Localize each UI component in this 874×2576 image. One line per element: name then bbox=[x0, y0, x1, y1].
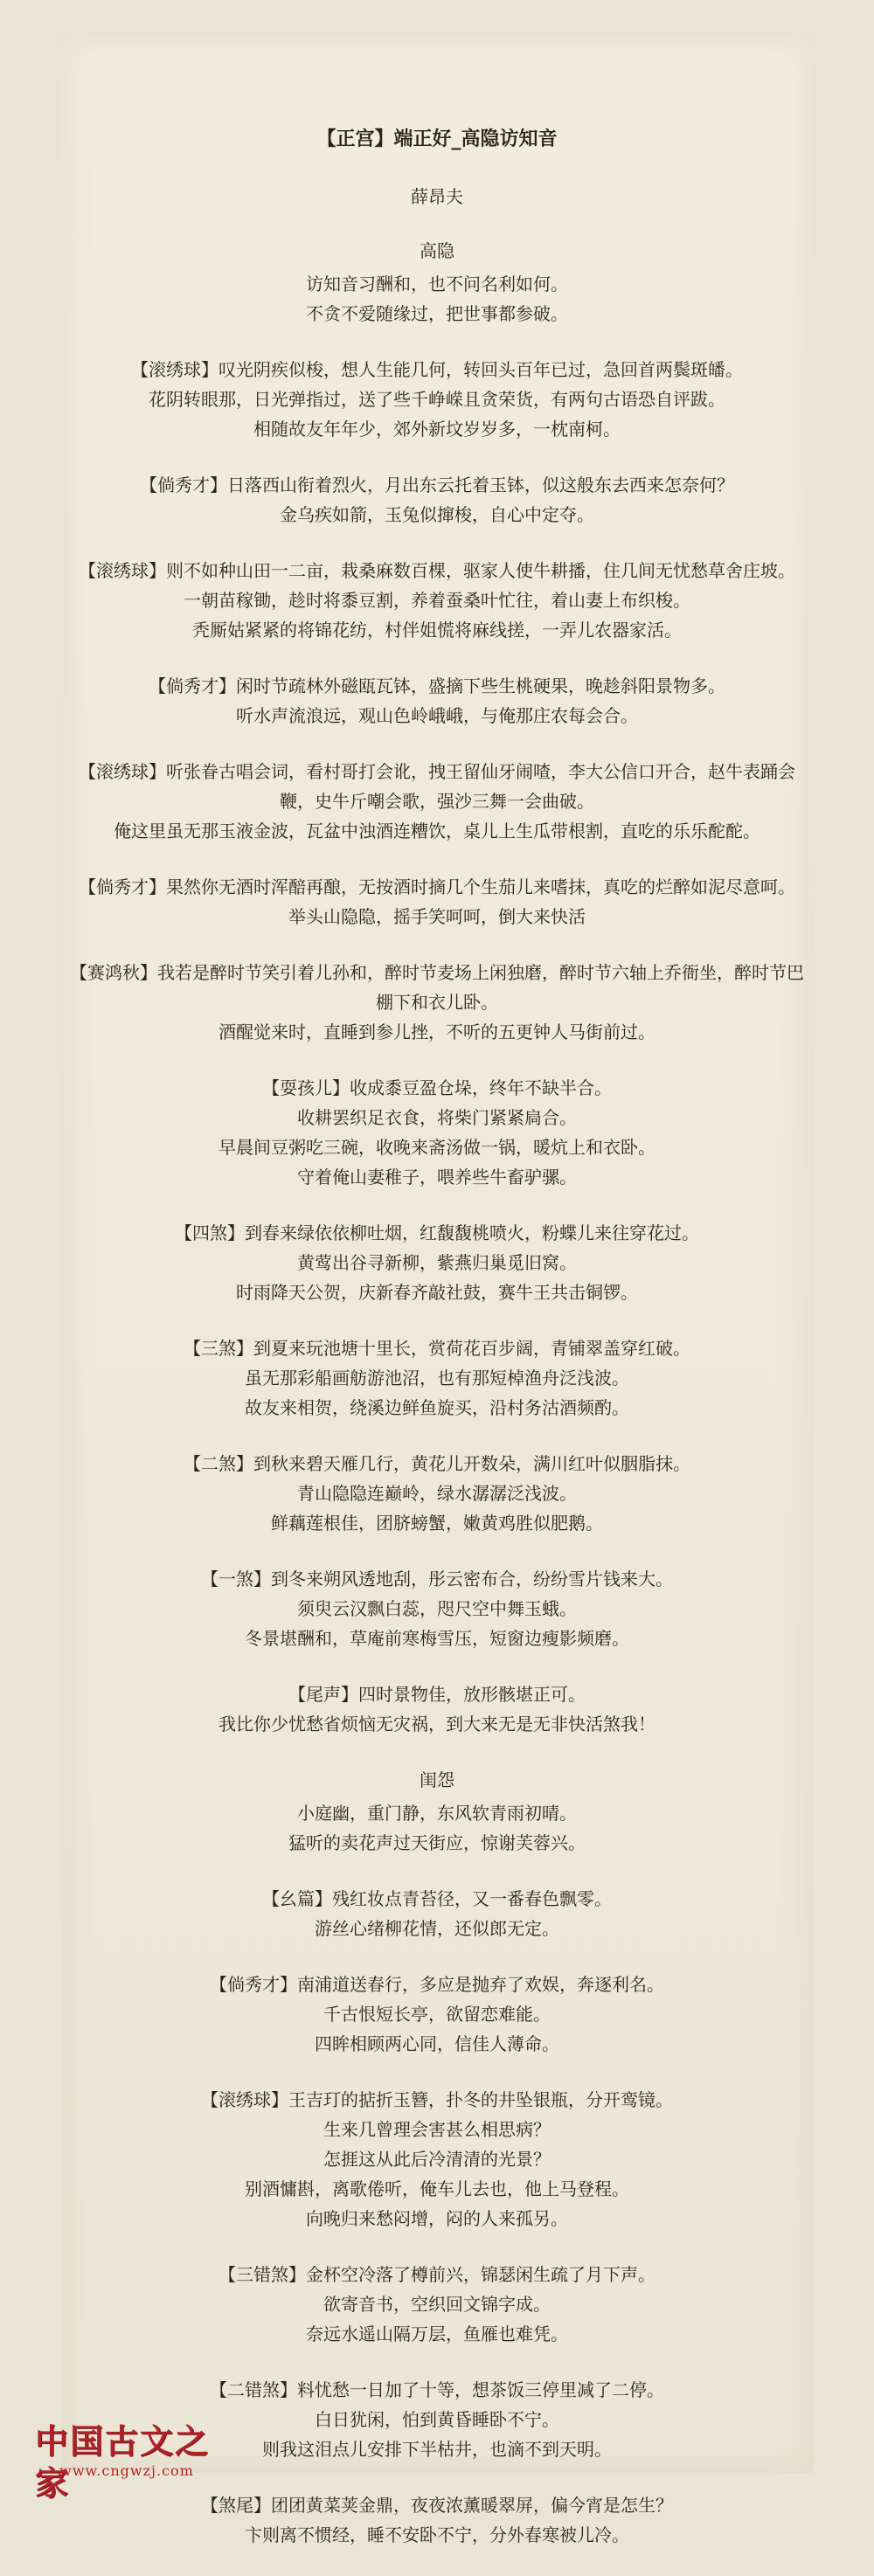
poem-line: 【滚绣球】则不如种山田一二亩，栽桑麻数百棵，驱家人使牛耕播，住几间无忧愁草舍庄坡。 bbox=[79, 560, 795, 581]
poem-line: 生来几曾理会害甚么相思病？ bbox=[323, 2119, 551, 2140]
stanza bbox=[61, 1679, 813, 1739]
stanza bbox=[61, 1333, 813, 1423]
poem-line: 鲜藕莲根佳，团脐螃蟹，嫩黄鸡胜似肥鹅。 bbox=[271, 1513, 603, 1534]
poem-line: 白日犹闲，怕到黄昏睡卧不宁。 bbox=[315, 2409, 559, 2430]
poem-line: 故友来相贺，绕溪边鲜鱼旋买，沿村务沽酒频酌。 bbox=[245, 1397, 629, 1418]
poem-line: 我比你少忧愁省烦恼无灾祸，到大来无是无非快活煞我！ bbox=[218, 1714, 656, 1735]
poem-line: 欲寄音书，空织回文锦字成。 bbox=[323, 2294, 551, 2315]
stanza bbox=[61, 671, 813, 731]
site-logo[interactable] bbox=[35, 2420, 218, 2503]
poem-title: 【正宫】端正好_高隐访知音 bbox=[316, 128, 558, 150]
poem-line: 猛听的卖花声过天街应，惊谢芙蓉兴。 bbox=[288, 1832, 586, 1853]
poem-author: 薛昂夫 bbox=[411, 186, 463, 207]
poem-line: 守着俺山妻稚子，喂养些牛畜驴骡。 bbox=[297, 1167, 577, 1188]
poem-line: 【四煞】到春来绿依依柳吐烟，红馥馥桃喷火，粉蝶儿来往穿花过。 bbox=[175, 1222, 699, 1243]
poem-line: 【滚绣球】王吉玎的掂折玉簪，扑冬的井坠银瓶，分开鸾镜。 bbox=[201, 2089, 673, 2110]
poem-line: 访知音习酬和，也不问名利如何。 bbox=[306, 274, 568, 294]
poem-line: 秃厮姑紧紧的将锦花纺，村伴姐慌将麻线搓，一弄儿农器家活。 bbox=[192, 620, 682, 641]
poem-line: 【倘秀才】南浦道送春行，多应是抛弃了欢娱，奔逐利名。 bbox=[210, 1974, 664, 1995]
stanza bbox=[61, 872, 813, 931]
poem-line: 虽无那彩船画舫游池沼，也有那短棹渔舟泛浅波。 bbox=[245, 1368, 629, 1388]
stanza bbox=[61, 1073, 813, 1192]
poem-line: 游丝心绪柳花情，还似郎无定。 bbox=[315, 1918, 559, 1939]
stanza bbox=[61, 1218, 813, 1307]
poem-line: 【倘秀才】闲时节疏林外磁瓯瓦钵，盛摘下些生桃硬果，晚趁斜阳景物多。 bbox=[149, 675, 725, 696]
poem-line: 小庭幽，重门静，东风软青雨初晴。 bbox=[297, 1803, 577, 1824]
stanza bbox=[61, 470, 813, 530]
poem-line: 【倘秀才】果然你无酒时浑醅再酿，无按酒时摘几个生茄儿来嗜抹，真吃的烂醉如泥尽意呵。 bbox=[79, 876, 795, 897]
poem-line: 时雨降天公贺，庆新春齐敲社鼓，赛牛王共击铜锣。 bbox=[236, 1282, 638, 1303]
stanza bbox=[61, 1449, 813, 1538]
poem-line: 四眸相顾两心同，信佳人薄命。 bbox=[315, 2033, 559, 2054]
stanza bbox=[61, 2490, 813, 2550]
poem-line: 则我这泪点儿安排下半枯井，也滴不到天明。 bbox=[262, 2439, 612, 2460]
poem-line: 冬景堪酬和，草庵前寒梅雪压，短窗边瘦影频磨。 bbox=[245, 1628, 629, 1649]
poem-line: 俺这里虽无那玉液金波，瓦盆中浊酒连糟饮，桌儿上生瓜带根割，直吃的乐乐酡酡。 bbox=[114, 821, 760, 841]
poem-line: 【耍孩儿】收成黍豆盈仓垛，终年不缺半合。 bbox=[262, 1077, 612, 1098]
poem-line: 举头山隐隐，摇手笑呵呵，倒大来快活 bbox=[288, 906, 586, 927]
poem-line: 【滚绣球】叹光阴疾似梭，想人生能几何，转回头百年已过，急回首两鬓斑皤。 bbox=[131, 359, 743, 380]
stanza bbox=[61, 1970, 813, 2059]
stanza bbox=[61, 1564, 813, 1653]
poem-line: 收耕罢织足衣食，将柴门紧紧扃合。 bbox=[297, 1107, 577, 1128]
stanza bbox=[61, 556, 813, 645]
stanza bbox=[61, 757, 813, 846]
stanza bbox=[61, 269, 813, 329]
poem-line: 【三煞】到夏来玩池塘十里长，赏荷花百步阔，青铺翠盖穿红破。 bbox=[184, 1338, 690, 1359]
stanza bbox=[61, 1798, 813, 1858]
poem-sections bbox=[61, 236, 813, 2550]
poem-line: 金乌疾如箭，玉兔似撺梭，自心中定夺。 bbox=[280, 504, 594, 525]
stanza bbox=[61, 355, 813, 444]
poem-line: 千古恨短长亭，欲留恋难能。 bbox=[323, 2004, 551, 2025]
poem-line: 须臾云汉飘白蕊，咫尺空中舞玉蛾。 bbox=[297, 1598, 577, 1619]
poem-line: 卞则离不惯经，睡不安卧不宁，分外春寒被儿冷。 bbox=[245, 2524, 629, 2545]
poem-line: 【倘秀才】日落西山衔着烈火，月出东云托着玉钵，似这般东去西来怎奈何？ bbox=[140, 474, 734, 495]
stanza bbox=[61, 2260, 813, 2349]
section-subtitle: 闺怨 bbox=[420, 1769, 454, 1790]
poem-line: 怎捱这从此后冷清清的光景？ bbox=[323, 2149, 551, 2170]
poem-content bbox=[61, 122, 813, 2576]
site-logo-url: www.cngwzj.com bbox=[59, 2462, 194, 2479]
poem-line: 别酒慵斟，离歌倦听，俺车儿去也，他上马登程。 bbox=[245, 2178, 629, 2199]
poem-line: 不贪不爱随缘过，把世事都参破。 bbox=[306, 303, 568, 324]
poem-line: 【二煞】到秋来碧天雁几行，黄花儿开数朵，满川红叶似胭脂抹。 bbox=[184, 1453, 690, 1474]
poem-line: 【一煞】到冬来朔风透地刮，彤云密布合，纷纷雪片钱来大。 bbox=[201, 1568, 673, 1589]
poem-line: 【赛鸿秋】我若是醉时节笑引着儿孙和，醉时节麦场上闲独磨，醉时节六轴上乔衙坐，醉时节巴棚下和衣儿卧。 bbox=[70, 962, 804, 1013]
poem-line: 向晚归来愁闷增，闷的人来孤另。 bbox=[306, 2208, 568, 2229]
stanza bbox=[61, 958, 813, 1047]
poem-line: 花阴转眼那，日光弹指过，送了些千峥嵘且贪荣货，有两句古语恐自评跋。 bbox=[149, 389, 725, 410]
poem-line: 【幺篇】残红妆点青苔径，又一番春色飘零。 bbox=[262, 1888, 612, 1909]
section-subtitle: 高隐 bbox=[420, 240, 454, 261]
poem-line: 一朝苗稼锄，趁时将黍豆割，养着蚕桑叶忙往，着山妻上布织梭。 bbox=[184, 590, 690, 611]
poem-line: 【煞尾】团团黄菜荚金鼎，夜夜浓薰暖翠屏，偏今宵是怎生？ bbox=[201, 2495, 673, 2516]
stanza bbox=[61, 2085, 813, 2233]
poem-line: 【尾声】四时景物佳，放形骸堪正可。 bbox=[288, 1684, 586, 1705]
poem-line: 黄莺出谷寻新柳，紫燕归巢觅旧窝。 bbox=[297, 1252, 577, 1273]
poem-line: 【三错煞】金杯空冷落了樽前兴，锦瑟闲生疏了月下声。 bbox=[218, 2264, 656, 2285]
poem-line: 【滚绣球】听张眷古唱会词，看村哥打会讹，拽王留仙牙闹喳，李大公信口开合，赵牛表踊会鞭，史牛斤嘲会歌，强沙三舞一会曲破。 bbox=[79, 761, 795, 812]
poem-line: 听水声流浪远，观山色岭峨峨，与俺那庄农每会合。 bbox=[236, 705, 638, 726]
poem-line: 相随故友年年少，郊外新坟岁岁多，一枕南柯。 bbox=[253, 419, 621, 440]
poem-line: 青山隐隐连巅岭，绿水潺潺泛浅波。 bbox=[297, 1483, 577, 1504]
site-logo-name: 中国古文之家 bbox=[35, 2421, 211, 2503]
poem-page bbox=[61, 35, 813, 2545]
poem-line: 奈远水遥山隔万层，鱼雁也难凭。 bbox=[306, 2323, 568, 2344]
poem-line: 【二错煞】料忧愁一日加了十等，想茶饭三停里减了二停。 bbox=[210, 2379, 664, 2400]
poem-line: 酒醒觉来时，直睡到参儿挫，不听的五更钟人马街前过。 bbox=[218, 1021, 656, 1042]
poem-line: 早晨间豆粥吃三碗，收晚来斋汤做一锅，暖炕上和衣卧。 bbox=[218, 1137, 656, 1158]
stanza bbox=[61, 1884, 813, 1943]
